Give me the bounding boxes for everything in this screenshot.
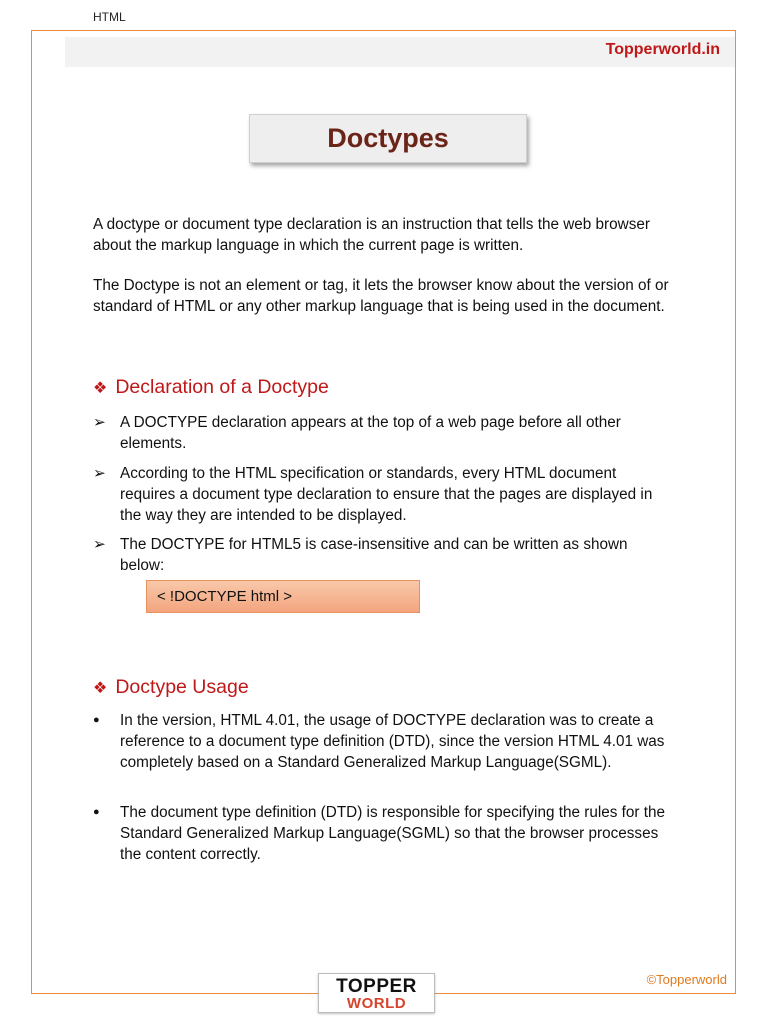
list-item — [93, 534, 673, 576]
list-item-text: The DOCTYPE for HTML5 is case-insensitive and can be written as shown below: — [120, 536, 628, 574]
list-item-text: In the version, HTML 4.01, the usage of DOCTYPE declaration was to create a reference to a document type definition (DTD), since the version HTML 4.01 was completely based on a Standard Generalized Markup Language(SGML). — [120, 712, 665, 771]
list-item-text: The document type definition (DTD) is responsible for specifying the rules for the Standard Generalized Markup Language(SGML) so that the browser processes the content correctly. — [120, 804, 665, 863]
arrow-bullet-icon: ➢ — [93, 465, 106, 482]
site-name: Topperworld.in — [605, 41, 720, 58]
list-item — [93, 463, 673, 526]
section-heading-text: Doctype Usage — [115, 676, 249, 698]
diamond-bullet-icon: ❖ — [93, 679, 108, 697]
running-header: HTML — [93, 10, 126, 24]
intro-paragraph-1: A doctype or document type declaration is an instruction that tells the web browser about the markup language in which the current page is written. — [93, 216, 650, 254]
dot-bullet-icon: ● — [93, 714, 100, 726]
code-snippet: < !DOCTYPE html > — [146, 580, 420, 613]
copyright-text: ©Topperworld — [646, 972, 727, 987]
section-heading-text: Declaration of a Doctype — [115, 376, 329, 398]
intro-paragraph-2: The Doctype is not an element or tag, it lets the browser know about the version of or standard of HTML or any other markup language that is being used in the document. — [93, 277, 669, 315]
diamond-bullet-icon: ❖ — [93, 379, 108, 397]
arrow-bullet-icon: ➢ — [93, 536, 106, 553]
page-title: Doctypes — [249, 114, 527, 163]
logo-line-1: TOPPER — [336, 976, 417, 997]
dot-bullet-icon: ● — [93, 806, 100, 818]
list-item-text: A DOCTYPE declaration appears at the top of a web page before all other elements. — [120, 414, 621, 452]
topperworld-logo — [318, 973, 435, 1013]
section-heading-declaration — [93, 376, 329, 399]
logo-line-2: WORLD — [346, 995, 407, 1012]
list-item — [93, 412, 673, 454]
list-item-text: According to the HTML specification or standards, every HTML document requires a document type declaration to ensure that the pages are displayed in the way they are intended to be displayed. — [120, 465, 653, 524]
section-heading-usage — [93, 676, 249, 699]
arrow-bullet-icon: ➢ — [93, 414, 106, 431]
list-item — [93, 802, 673, 865]
list-item — [93, 710, 673, 773]
